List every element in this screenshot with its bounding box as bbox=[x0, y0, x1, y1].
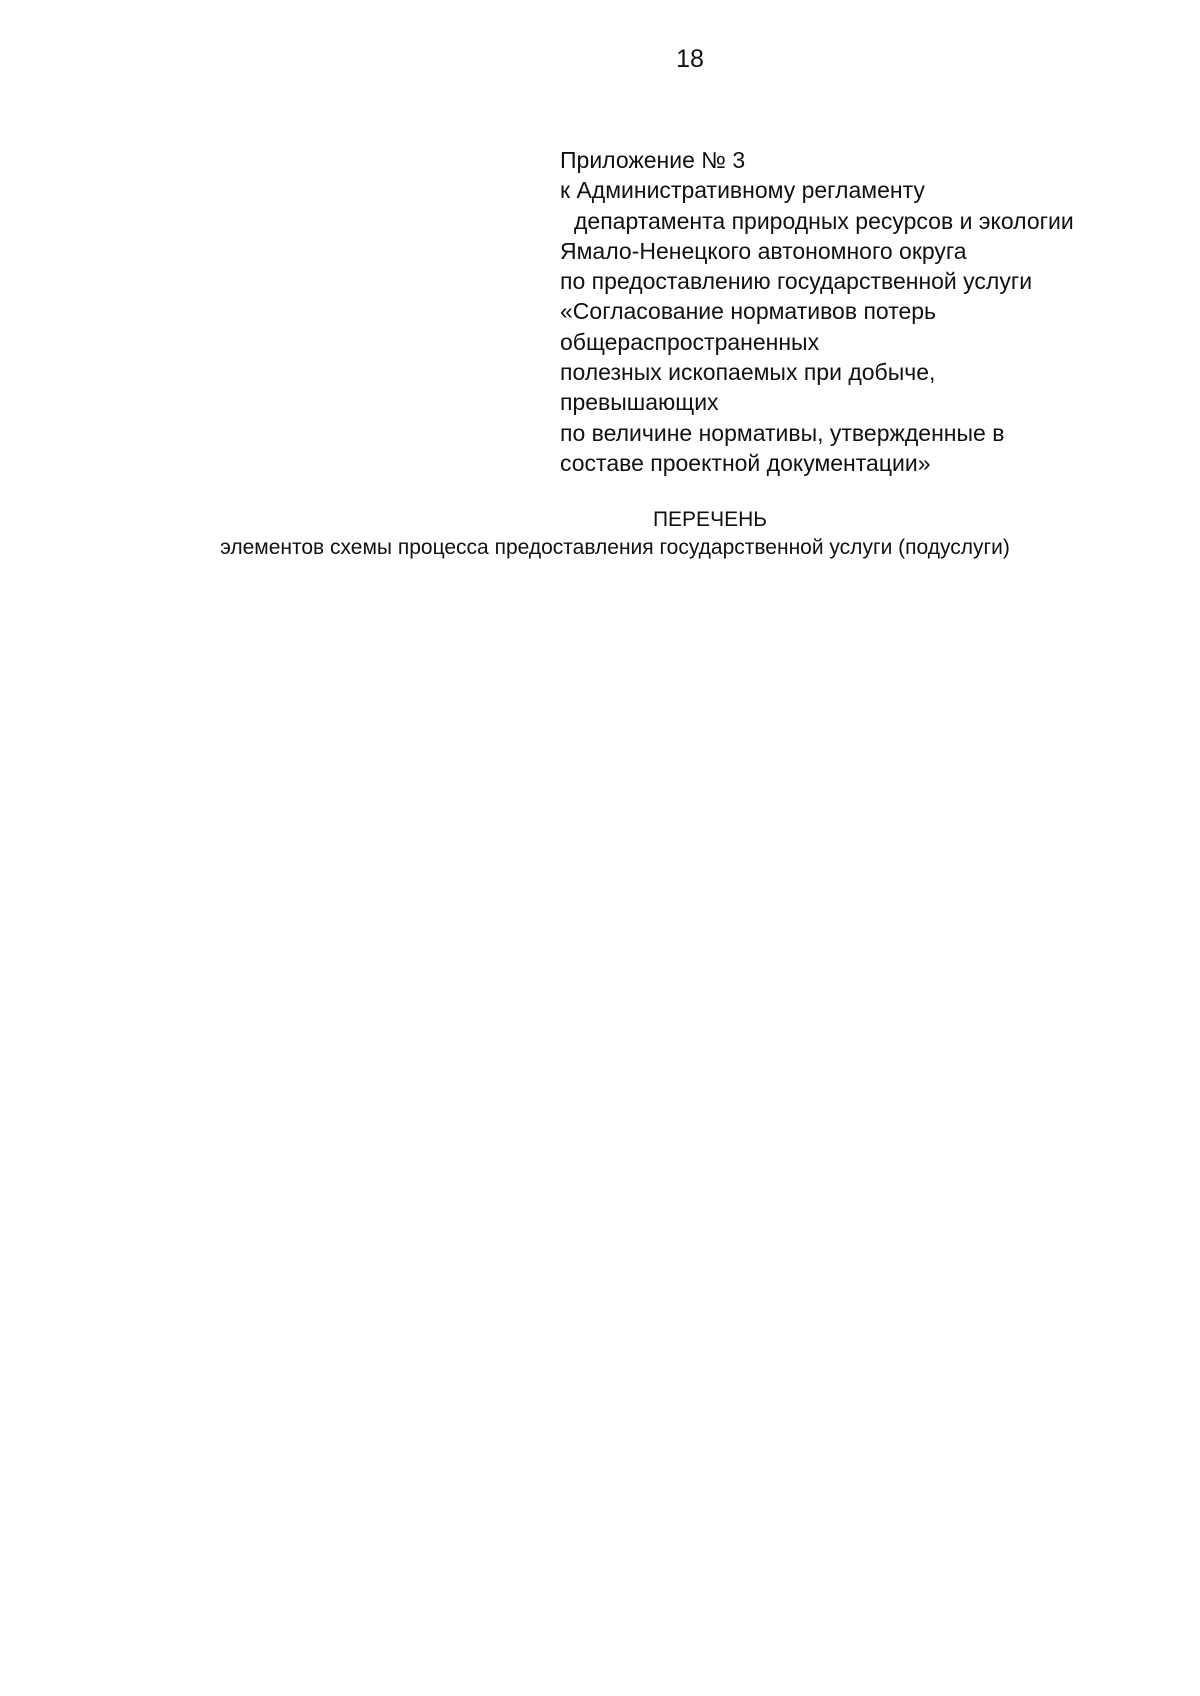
appendix-line: к Административному регламенту bbox=[560, 177, 925, 204]
appendix-line: общераспространенных bbox=[560, 328, 820, 355]
appendix-line: «Согласование нормативов потерь bbox=[560, 298, 937, 325]
appendix-line: составе проектной документации» bbox=[560, 449, 931, 476]
document-subtitle: элементов схемы процесса предоставления государственной услуги (подуслуги) bbox=[220, 536, 1010, 559]
appendix-line: Ямало-Ненецкого автономного округа bbox=[560, 237, 967, 264]
page-number: 18 bbox=[676, 45, 704, 73]
appendix-line: департамента природных ресурсов и экологии bbox=[574, 207, 1074, 234]
document-title: ПЕРЕЧЕНЬ bbox=[652, 508, 768, 531]
appendix-header bbox=[560, 145, 1160, 478]
appendix-line: Приложение № 3 bbox=[560, 147, 746, 173]
appendix-line: по предоставлению государственной услуги bbox=[560, 268, 1033, 295]
appendix-line: превышающих bbox=[560, 389, 719, 416]
appendix-line: по величине нормативы, утвержденные в bbox=[560, 419, 1005, 446]
appendix-line: полезных ископаемых при добыче, bbox=[560, 359, 936, 386]
